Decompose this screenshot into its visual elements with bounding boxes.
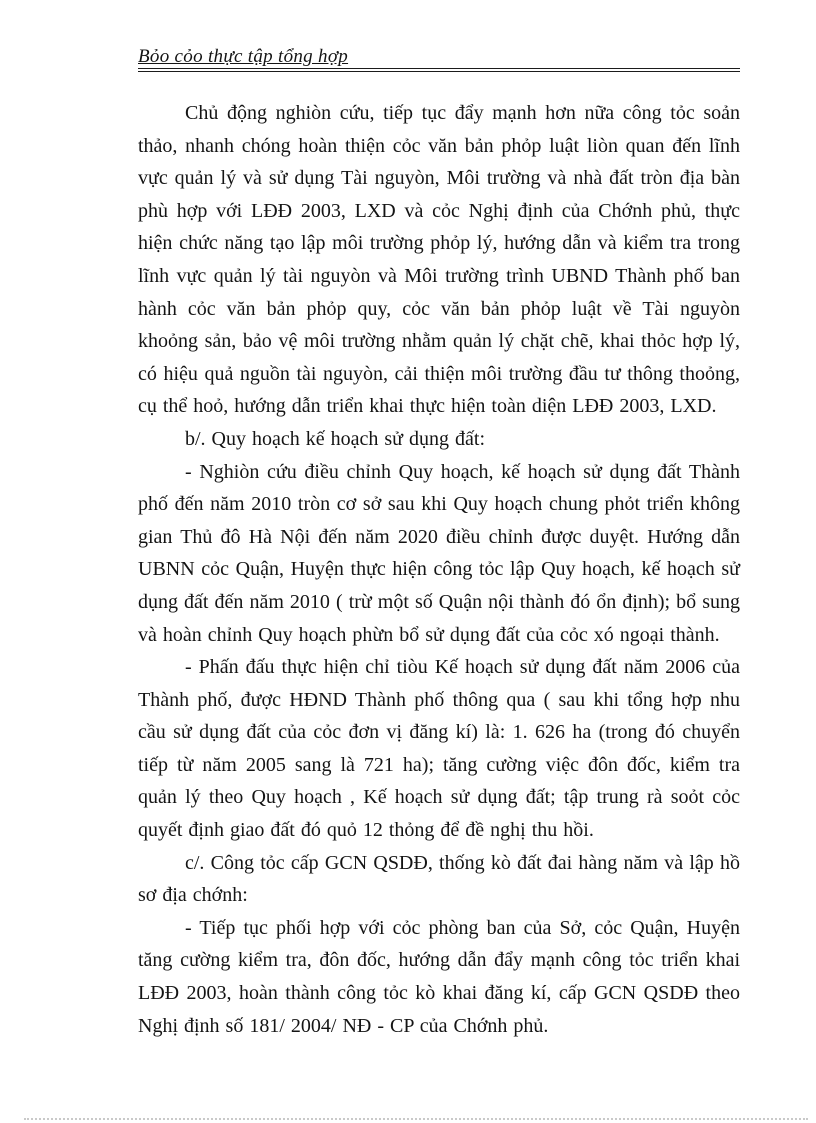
running-header-title: Bỏo cỏo thực tập tổng hợp (138, 46, 349, 67)
document-body (138, 97, 740, 1042)
paragraph: Chủ động nghiòn cứu, tiếp tục đẩy mạnh hơn nữa công tỏc soản thảo, nhanh chóng hoàn thiện cỏc văn bản phỏp luật liòn quan đến lĩnh vực quản lý và sử dụng Tài nguyòn, Môi trường và nhà đất tròn địa bàn phù hợp với LĐĐ 2003, LXD và cỏc Nghị định của Chớnh phủ, thực hiện chức năng tạo lập môi trường phỏp lý, hướng dẫn và kiểm tra trong lĩnh vực quản lý tài nguyòn và Môi trường trình UBND Thành phố ban hành cỏc văn bản phỏp quy, cỏc văn bản phỏp luật về Tài nguyòn khoỏng sản, bảo vệ môi trường nhằm quản lý chặt chẽ, khai thỏc hợp lý, có hiệu quả nguồn tài nguyòn, cải thiện môi trường đầu tư thông thoỏng, cụ thể hoỏ, hướng dẫn triển khai thực hiện toàn diện LĐĐ 2003, LXD. (138, 102, 740, 418)
paragraph: - Phấn đấu thực hiện chỉ tiòu Kế hoạch sử dụng đất năm 2006 của Thành phố, được HĐND Thành phố thông qua ( sau khi tổng hợp nhu cầu sử dụng đất của cỏc đơn vị đăng kí) là: 1. 626 ha (trong đó chuyển tiếp từ năm 2005 sang là 721 ha); tăng cường việc đôn đốc, kiểm tra quản lý theo Quy hoạch , Kế hoạch sử dụng đất; tập trung rà soỏt cỏc quyết định giao đất đó quỏ 12 thỏng để đề nghị thu hồi. (138, 656, 740, 842)
paragraph: - Tiếp tục phối hợp với cỏc phòng ban của Sở, cỏc Quận, Huyện tăng cường kiểm tra, đôn đốc, hướng dẫn đẩy mạnh công tỏc triển khai LĐĐ 2003, hoàn thành công tỏc kò khai đăng kí, cấp GCN QSDĐ theo Nghị định số 181/ 2004/ NĐ - CP của Chớnh phủ. (138, 916, 740, 1037)
paragraph-section-b-heading: b/. Quy hoạch kế hoạch sử dụng đất: (185, 427, 485, 450)
running-header (138, 46, 740, 72)
paragraph-section-c-heading: c/. Công tỏc cấp GCN QSDĐ, thống kò đất đai hàng năm và lập hồ sơ địa chớnh: (138, 851, 740, 907)
page-content (138, 46, 740, 1042)
page-boundary-dotted-line (24, 1118, 808, 1120)
header-double-rule (138, 68, 740, 72)
paragraph: - Nghiòn cứu điều chỉnh Quy hoạch, kế hoạch sử dụng đất Thành phố đến năm 2010 tròn cơ sở sau khi Quy hoạch chung phỏt triển không gian Thủ đô Hà Nội đến năm 2020 điều chỉnh được duyệt. Hướng dẫn UBNN cỏc Quận, Huyện thực hiện công tỏc lập Quy hoạch, kế hoạch sử dụng đất đến năm 2010 ( trừ một số Quận nội thành đó ổn định); bổ sung và hoàn chỉnh Quy hoạch phừn bổ sử dụng đất của cỏc xó ngoại thành. (138, 460, 740, 646)
